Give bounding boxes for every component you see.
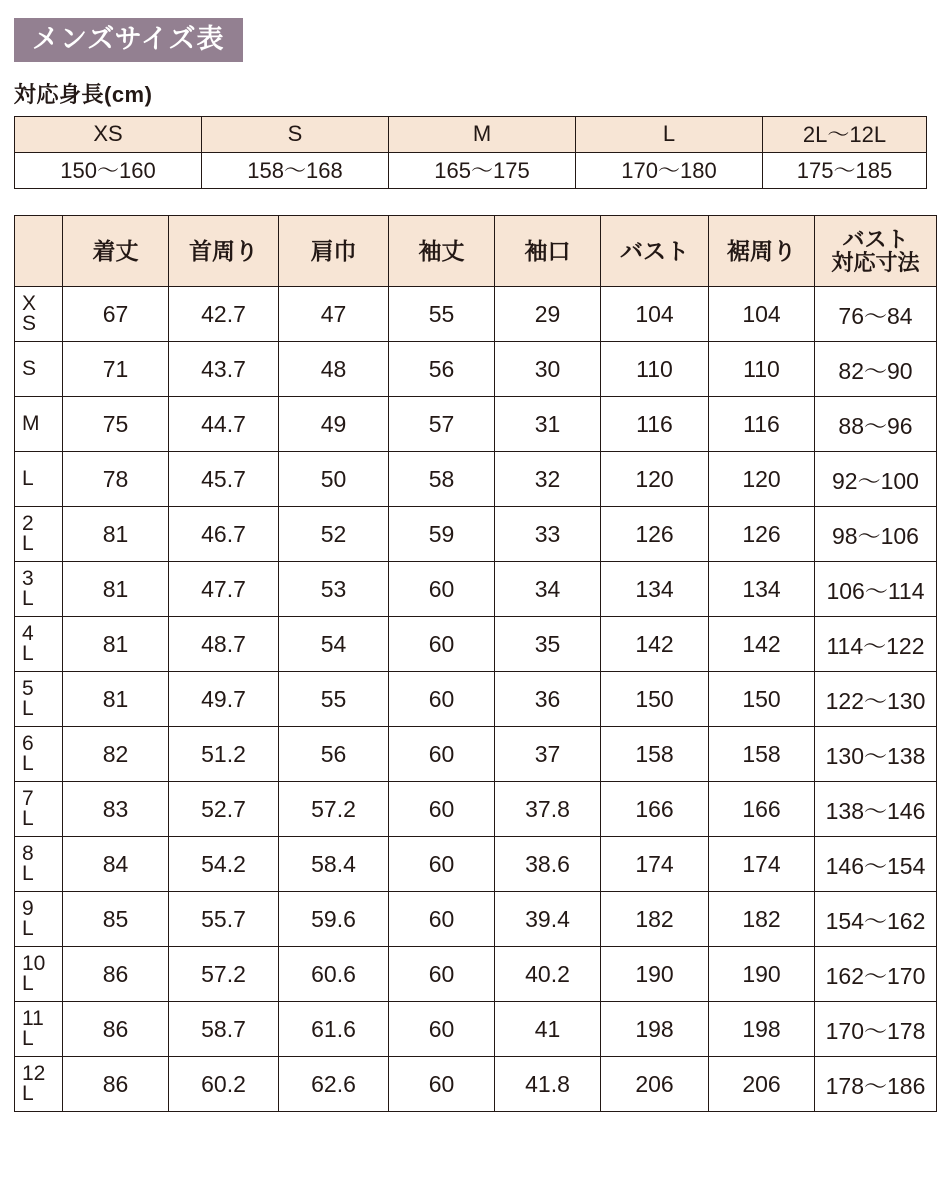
cell-bust: 158 [601,727,709,782]
cell-sodetake: 59 [389,507,495,562]
height-table-header-row [15,117,927,153]
row-size-line1: 3 [22,566,34,590]
cell-susomawari: 166 [709,782,815,837]
cell-sodeguchi: 37.8 [495,782,601,837]
cell-sodetake: 60 [389,1057,495,1112]
cell-sodeguchi: 33 [495,507,601,562]
row-size-label [15,727,63,782]
cell-katahaba: 55 [279,672,389,727]
table-row [15,507,937,562]
cell-bust: 190 [601,947,709,1002]
cell-kubimawari: 52.7 [169,782,279,837]
cell-susomawari: 120 [709,452,815,507]
row-size-line1: M [22,412,40,436]
cell-sodetake: 60 [389,672,495,727]
table-row [15,287,937,342]
cell-bust-taio: 76〜84 [815,287,937,342]
row-size-line1: 4 [22,621,34,645]
row-size-line1: 9 [22,896,34,920]
cell-bust-taio: 114〜122 [815,617,937,672]
row-size-label [15,397,63,452]
cell-kubimawari: 58.7 [169,1002,279,1057]
height-section-heading: 対応身長(cm) [14,82,153,108]
cell-bust-taio: 98〜106 [815,507,937,562]
table-row [15,1002,937,1057]
height-size-m: M [389,117,576,153]
row-size-label [15,342,63,397]
cell-susomawari: 198 [709,1002,815,1057]
cell-bust-taio: 138〜146 [815,782,937,837]
cell-kubimawari: 42.7 [169,287,279,342]
cell-katahaba: 57.2 [279,782,389,837]
table-row [15,562,937,617]
height-size-2l-12l: 2L〜12L [763,117,927,153]
row-size-label [15,947,63,1002]
column-header-susomawari: 裾周り [709,216,815,287]
cell-kitake: 86 [63,1002,169,1057]
cell-susomawari: 134 [709,562,815,617]
cell-kitake: 84 [63,837,169,892]
cell-bust-taio: 154〜162 [815,892,937,947]
row-size-label [15,452,63,507]
cell-sodetake: 60 [389,1002,495,1057]
row-size-label [15,672,63,727]
cell-kitake: 67 [63,287,169,342]
table-row [15,397,937,452]
cell-kitake: 83 [63,782,169,837]
cell-kitake: 75 [63,397,169,452]
cell-sodeguchi: 40.2 [495,947,601,1002]
height-size-l: L [576,117,763,153]
cell-kitake: 78 [63,452,169,507]
measurement-table [14,215,937,1112]
cell-katahaba: 52 [279,507,389,562]
cell-sodetake: 58 [389,452,495,507]
row-size-line1: 5 [22,676,34,700]
row-size-line2: L [22,807,34,831]
cell-kubimawari: 55.7 [169,892,279,947]
row-size-line1: 10 [22,951,46,975]
cell-katahaba: 59.6 [279,892,389,947]
height-size-xs: XS [15,117,202,153]
cell-kubimawari: 49.7 [169,672,279,727]
row-size-line2: L [22,587,34,611]
cell-kubimawari: 44.7 [169,397,279,452]
cell-bust: 166 [601,782,709,837]
cell-sodeguchi: 31 [495,397,601,452]
cell-katahaba: 53 [279,562,389,617]
row-size-label [15,287,63,342]
row-size-line1: 11 [22,1006,44,1030]
cell-katahaba: 60.6 [279,947,389,1002]
cell-kubimawari: 57.2 [169,947,279,1002]
row-size-line1: 7 [22,786,34,810]
cell-bust-taio: 106〜114 [815,562,937,617]
cell-kubimawari: 43.7 [169,342,279,397]
cell-sodetake: 55 [389,287,495,342]
height-range-xs: 150〜160 [15,153,202,189]
cell-katahaba: 61.6 [279,1002,389,1057]
row-size-line1: L [22,467,34,491]
table-row [15,947,937,1002]
row-size-line1: X [22,291,37,315]
row-size-label [15,782,63,837]
row-size-line2: L [22,1082,34,1106]
column-header-bust: バスト [601,216,709,287]
cell-sodetake: 60 [389,727,495,782]
table-row [15,1057,937,1112]
height-range-s: 158〜168 [202,153,389,189]
row-size-label [15,617,63,672]
bust-head-line1: バスト [842,227,909,253]
height-table-value-row [15,153,927,189]
cell-sodetake: 60 [389,837,495,892]
row-size-line2: S [22,312,37,336]
cell-katahaba: 56 [279,727,389,782]
cell-kitake: 86 [63,947,169,1002]
page-title: メンズサイズ表 [14,18,243,62]
cell-sodeguchi: 41.8 [495,1057,601,1112]
table-row [15,672,937,727]
cell-kubimawari: 48.7 [169,617,279,672]
cell-bust-taio: 170〜178 [815,1002,937,1057]
cell-bust: 198 [601,1002,709,1057]
cell-susomawari: 182 [709,892,815,947]
row-size-line1: 2 [22,511,34,535]
cell-bust-taio: 146〜154 [815,837,937,892]
cell-sodetake: 60 [389,782,495,837]
cell-sodetake: 60 [389,947,495,1002]
cell-bust-taio: 122〜130 [815,672,937,727]
table-row [15,342,937,397]
cell-kitake: 81 [63,672,169,727]
cell-kitake: 85 [63,892,169,947]
row-size-line2: L [22,862,34,886]
cell-susomawari: 158 [709,727,815,782]
cell-susomawari: 126 [709,507,815,562]
cell-katahaba: 50 [279,452,389,507]
row-size-line2: L [22,532,34,556]
cell-sodeguchi: 30 [495,342,601,397]
column-header-sodeguchi: 袖口 [495,216,601,287]
cell-bust: 206 [601,1057,709,1112]
cell-sodetake: 60 [389,617,495,672]
cell-bust: 142 [601,617,709,672]
row-size-line2: L [22,697,34,721]
height-range-l: 170〜180 [576,153,763,189]
cell-bust: 110 [601,342,709,397]
cell-katahaba: 47 [279,287,389,342]
height-range-2l-12l: 175〜185 [763,153,927,189]
cell-sodeguchi: 39.4 [495,892,601,947]
cell-sodetake: 60 [389,562,495,617]
cell-kitake: 71 [63,342,169,397]
cell-kubimawari: 54.2 [169,837,279,892]
cell-katahaba: 58.4 [279,837,389,892]
cell-bust: 116 [601,397,709,452]
cell-katahaba: 49 [279,397,389,452]
cell-susomawari: 104 [709,287,815,342]
cell-kubimawari: 46.7 [169,507,279,562]
cell-kubimawari: 51.2 [169,727,279,782]
cell-sodeguchi: 29 [495,287,601,342]
cell-sodetake: 56 [389,342,495,397]
row-size-label [15,507,63,562]
cell-sodeguchi: 38.6 [495,837,601,892]
cell-susomawari: 190 [709,947,815,1002]
cell-susomawari: 110 [709,342,815,397]
row-size-line2: L [22,752,34,776]
cell-susomawari: 116 [709,397,815,452]
cell-sodeguchi: 32 [495,452,601,507]
cell-kitake: 81 [63,617,169,672]
cell-sodeguchi: 35 [495,617,601,672]
column-header-kubimawari: 首周り [169,216,279,287]
cell-bust-taio: 178〜186 [815,1057,937,1112]
cell-kitake: 81 [63,562,169,617]
height-range-m: 165〜175 [389,153,576,189]
cell-bust-taio: 92〜100 [815,452,937,507]
measurement-table-corner [15,216,63,287]
row-size-line2: L [22,972,34,996]
cell-susomawari: 142 [709,617,815,672]
row-size-line1: 6 [22,731,34,755]
row-size-label [15,562,63,617]
cell-bust-taio: 130〜138 [815,727,937,782]
cell-kitake: 82 [63,727,169,782]
column-header-kitake: 着丈 [63,216,169,287]
cell-katahaba: 62.6 [279,1057,389,1112]
row-size-label [15,892,63,947]
measurement-table-header-row [15,216,937,287]
cell-bust-taio: 88〜96 [815,397,937,452]
column-header-sodetake: 袖丈 [389,216,495,287]
cell-kitake: 86 [63,1057,169,1112]
cell-sodeguchi: 37 [495,727,601,782]
bust-head-line2: 対応寸法 [831,250,920,276]
table-row [15,892,937,947]
table-row [15,617,937,672]
row-size-line2: L [22,642,34,666]
cell-susomawari: 150 [709,672,815,727]
row-size-line1: 8 [22,841,34,865]
column-header-katahaba: 肩巾 [279,216,389,287]
cell-sodetake: 57 [389,397,495,452]
table-row [15,452,937,507]
cell-bust: 104 [601,287,709,342]
row-size-label [15,837,63,892]
cell-bust: 174 [601,837,709,892]
cell-sodeguchi: 36 [495,672,601,727]
table-row [15,727,937,782]
height-table [14,116,927,189]
cell-susomawari: 174 [709,837,815,892]
row-size-label [15,1057,63,1112]
row-size-line2: L [22,917,34,941]
table-row [15,782,937,837]
cell-bust-taio: 162〜170 [815,947,937,1002]
cell-kubimawari: 45.7 [169,452,279,507]
cell-bust: 150 [601,672,709,727]
cell-sodeguchi: 34 [495,562,601,617]
cell-sodetake: 60 [389,892,495,947]
cell-katahaba: 48 [279,342,389,397]
cell-bust: 134 [601,562,709,617]
cell-sodeguchi: 41 [495,1002,601,1057]
cell-kubimawari: 60.2 [169,1057,279,1112]
column-header-bust-taio-sunpo [815,216,937,287]
cell-kitake: 81 [63,507,169,562]
row-size-line2: L [22,1027,34,1051]
cell-bust: 126 [601,507,709,562]
cell-bust-taio: 82〜90 [815,342,937,397]
cell-bust: 182 [601,892,709,947]
cell-bust: 120 [601,452,709,507]
cell-katahaba: 54 [279,617,389,672]
height-size-s: S [202,117,389,153]
row-size-label [15,1002,63,1057]
row-size-line1: 12 [22,1061,46,1085]
row-size-line1: S [22,357,37,381]
table-row [15,837,937,892]
cell-susomawari: 206 [709,1057,815,1112]
cell-kubimawari: 47.7 [169,562,279,617]
